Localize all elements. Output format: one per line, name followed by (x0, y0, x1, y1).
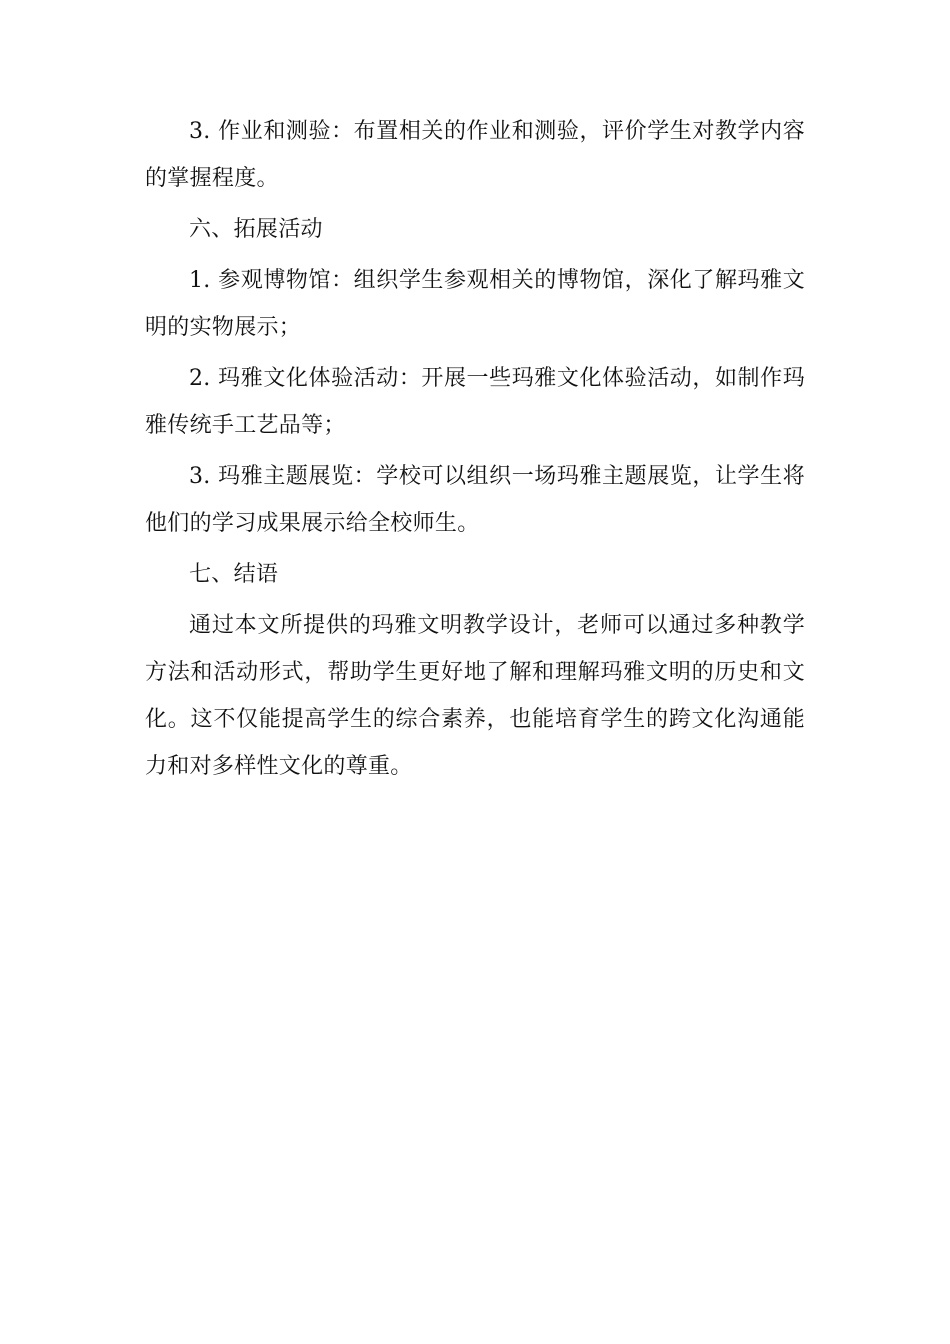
section-heading-extension-activities: 六、拓展活动 (189, 217, 323, 242)
document-body (145, 108, 805, 794)
section-heading-conclusion: 七、结语 (189, 562, 279, 587)
list-item-theme-exhibition: 3. 玛雅主题展览：学校可以组织一场玛雅主题展览，让学生将他们的学习成果展示给全校师生。 (145, 464, 805, 536)
list-item-museum-visit: 1. 参观博物馆：组织学生参观相关的博物馆，深化了解玛雅文明的实物展示； (145, 268, 805, 340)
list-item-culture-experience: 2. 玛雅文化体验活动：开展一些玛雅文化体验活动，如制作玛雅传统手工艺品等； (145, 366, 805, 438)
conclusion-paragraph: 通过本文所提供的玛雅文明教学设计，老师可以通过多种教学方法和活动形式，帮助学生更好地了解和理解玛雅文明的历史和文化。这不仅能提高学生的综合素养，也能培育学生的跨文化沟通能力和对多样性文化的尊重。 (145, 613, 805, 779)
list-item-homework-quiz: 3. 作业和测验：布置相关的作业和测验，评价学生对教学内容的掌握程度。 (145, 119, 805, 191)
